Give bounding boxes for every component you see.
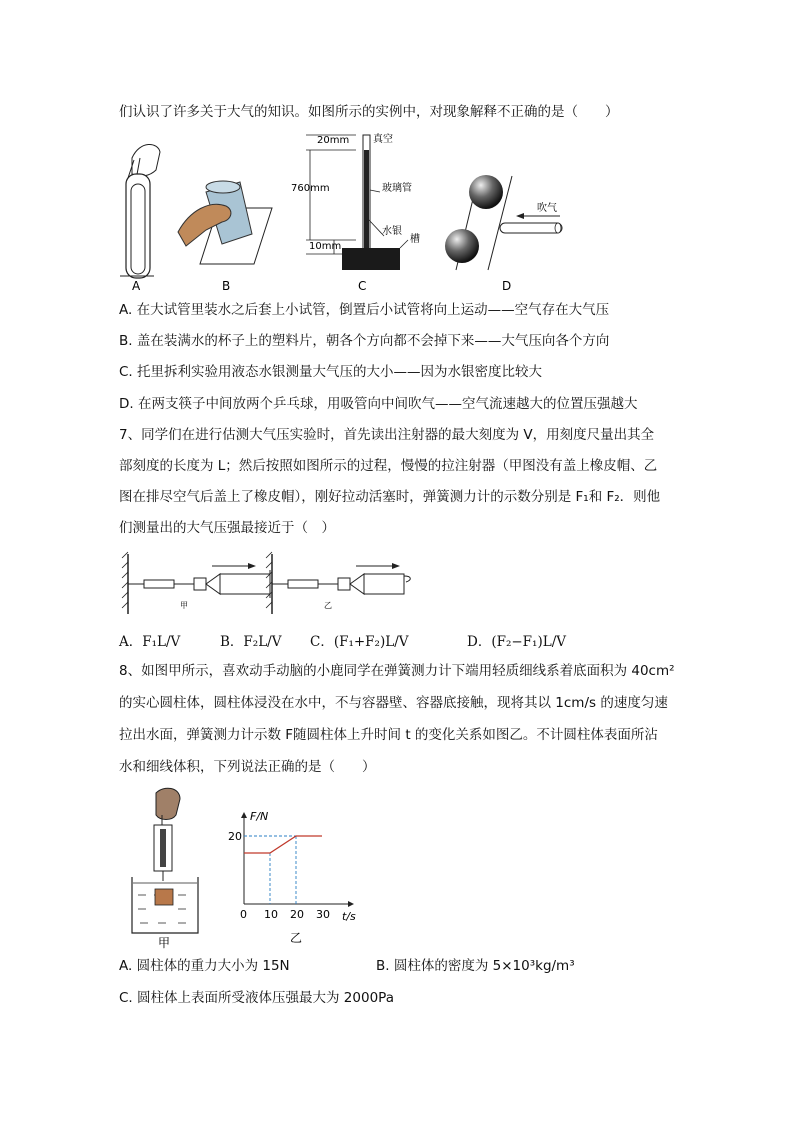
q6-stem: 们认识了许多关于大气的知识。如图所示的实例中，对现象解释不正确的是（ ） bbox=[119, 104, 619, 120]
y-axis-label: F/N bbox=[250, 810, 269, 823]
x-tick-20: 20 bbox=[290, 908, 304, 921]
q8-option-c: C. 圆柱体上表面所受液体压强最大为 2000Pa bbox=[119, 990, 394, 1006]
fig-b-cup bbox=[178, 181, 272, 264]
fig-c-height: 760mm bbox=[291, 183, 330, 194]
fig-label-c: C bbox=[358, 279, 367, 293]
x-tick-10: 10 bbox=[264, 908, 278, 921]
q7-label-yi: 乙 bbox=[324, 601, 332, 610]
fig-d-blow: 吹气 bbox=[537, 203, 557, 214]
q6-option-c: C. 托里拆利实验用液态水银测量大气压的大小——因为水银密度比较大 bbox=[119, 364, 543, 380]
q7-line-1: 7、同学们在进行估测大气压实验时，首先读出注射器的最大刻度为 V，用刻度尺量出其全 bbox=[119, 427, 655, 443]
fig-a-test-tubes bbox=[120, 144, 160, 278]
fig-label-b: B bbox=[222, 279, 231, 293]
fig-c-torricelli bbox=[291, 132, 420, 270]
fig-c-mercury: 水银 bbox=[382, 226, 402, 237]
x-axis-label: t/s bbox=[342, 910, 356, 923]
q7-line-4: 们测量出的大气压强最接近于（ ） bbox=[119, 520, 335, 536]
q7-label-jia: 甲 bbox=[180, 601, 188, 610]
q7-option-b: B．F₂L/V bbox=[220, 634, 282, 650]
q6-option-b: B. 盖在装满水的杯子上的塑料片，朝各个方向都不会掉下来——大气压向各个方向 bbox=[119, 333, 610, 349]
y-tick-20: 20 bbox=[228, 830, 242, 843]
q8-line-1: 8、如图甲所示，喜欢动手动脑的小鹿同学在弹簧测力计下端用轻质细线系着底面积为 40cm² bbox=[119, 663, 675, 679]
syringe-setup-yi bbox=[266, 552, 410, 614]
q7-option-d: D．(F₂−F₁)L/V bbox=[467, 634, 566, 650]
fig-c-vacuum: 真空 bbox=[373, 134, 393, 145]
q6-option-a: A. 在大试管里装水之后套上小试管，倒置后小试管将向上运动——空气存在大气压 bbox=[119, 302, 610, 318]
q8-line-2: 的实心圆柱体，圆柱体浸没在水中，不与容器壁、容器底接触，现将其以 1cm/s 的速度匀速 bbox=[119, 695, 668, 711]
q7-figure bbox=[120, 552, 420, 622]
q7-option-c: C．(F₁+F₂)L/V bbox=[310, 634, 409, 650]
fig-c-bottom: 10mm bbox=[309, 241, 342, 252]
fig-c-top-gap: 20mm bbox=[317, 135, 350, 146]
q8-figure-jia bbox=[128, 785, 198, 950]
fig-d-balls bbox=[445, 175, 562, 270]
q8-line-3: 拉出水面，弹簧测力计示数 F随圆柱体上升时间 t 的变化关系如图乙。不计圆柱体表面所沾 bbox=[119, 727, 658, 743]
q8-line-4: 水和细线体积，下列说法正确的是（ ） bbox=[119, 759, 376, 775]
fig-c-glass-tube: 玻璃管 bbox=[382, 183, 412, 194]
q6-figure bbox=[0, 130, 794, 310]
q8-option-b: B. 圆柱体的密度为 5×10³kg/m³ bbox=[376, 958, 575, 974]
x-tick-30: 30 bbox=[316, 908, 330, 921]
q7-option-a: A．F₁L/V bbox=[119, 634, 181, 650]
q6-option-d: D. 在两支筷子中间放两个乒乓球，用吸管向中间吹气——空气流速越大的位置压强越大 bbox=[119, 396, 638, 412]
q7-line-3: 图在排尽空气后盖上了橡皮帽），刚好拉动活塞时，弹簧测力计的示数分别是 F₁和 F₂．则他 bbox=[119, 489, 661, 505]
syringe-setup-jia bbox=[122, 552, 270, 614]
q8-label-yi: 乙 bbox=[290, 931, 303, 945]
fig-label-d: D bbox=[502, 279, 512, 293]
q8-option-a: A. 圆柱体的重力大小为 15N bbox=[119, 958, 290, 974]
fig-c-trough: 槽 bbox=[410, 234, 420, 245]
q8-chart bbox=[226, 808, 356, 968]
fig-label-a: A bbox=[132, 279, 141, 293]
series-f-line bbox=[244, 836, 322, 853]
q7-line-2: 部刻度的长度为 L；然后按照如图所示的过程，慢慢的拉注射器（甲图没有盖上橡皮帽、乙 bbox=[119, 458, 658, 474]
x-tick-0: 0 bbox=[240, 908, 247, 921]
q8-label-jia: 甲 bbox=[158, 936, 171, 950]
